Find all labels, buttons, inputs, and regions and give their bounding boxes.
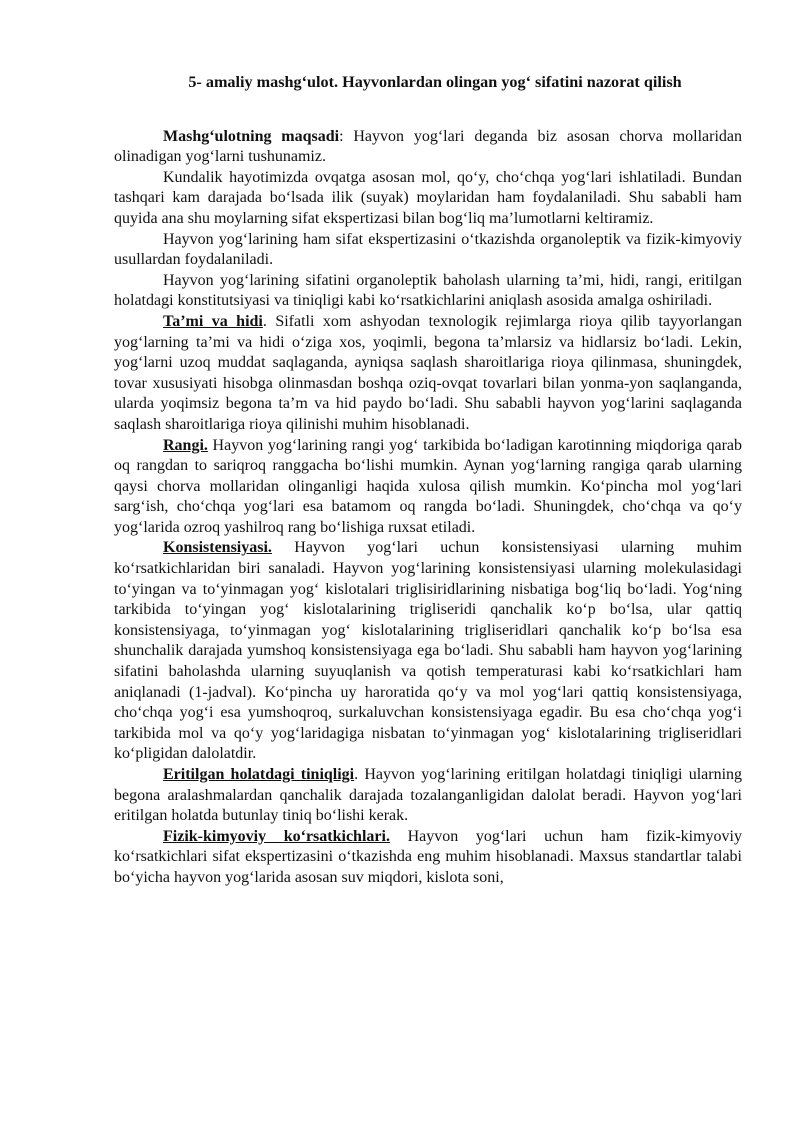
paragraph-text: Hayvon yog‘larining rangi yog‘ tarkibida bo‘ladigan karotinning miqdoriga qarab oq rangdan to sariqroq ranggacha bo‘lishi mumkin. Aynan yog‘larning rangiga qarab ularning qaysi chorva mollaridan olinganligi haqida xulosa qilish mumkin. Ko‘pincha mol yog‘lari sarg‘ish, cho‘chqa yog‘lari esa batamom oq rangda bo‘ladi. Shuningdek, cho‘chqa va qo‘y yog‘larida ozroq yashilroq rang bo‘lishiga ruxsat etiladi.: [114, 436, 742, 536]
paragraph-lead: Mashg‘ulotning maqsadi: [163, 127, 340, 145]
paragraph-text: . Hayvon yog‘larining eritilgan holatdagi tiniqligi ularning begona aralashmalardan qanchalik darajada tozalanganligidan dalolat beradi. Hayvon yog‘lari eritilgan holatda butunlay tiniq bo‘lishi kerak.: [114, 766, 743, 825]
paragraph-daily-use: [114, 168, 742, 230]
page-title: 5- amaliy mashg‘ulot. Hayvonlardan olingan yog‘ sifatini nazorat qilish: [188, 73, 682, 91]
paragraph-color: [114, 436, 742, 539]
paragraph-physchem: [114, 827, 742, 889]
paragraph-text: Hayvon yog‘larining ham sifat ekspertizasini o‘tkazishda organoleptik va fizik-kimyoviy usullardan foydalaniladi.: [114, 230, 742, 269]
paragraph-text: Hayvon yog‘larining sifatini organoleptik baholash ularning ta’mi, hidi, rangi, eritilgan holatdagi konstitutsiyasi va tiniqligi kabi ko‘rsatkichlarini aniqlash asosida amalga oshiriladi.: [114, 271, 742, 310]
paragraph-lead: Ta’mi va hidi: [163, 312, 263, 330]
paragraph-lead: Eritilgan holatdagi tiniqligi: [163, 766, 355, 783]
paragraph-taste-smell: [114, 312, 742, 436]
paragraph-text: : Hayvon yog‘lari deganda biz asosan chorva mollaridan olinadigan yog‘larni tushunamiz.: [114, 127, 742, 166]
document-page: [114, 72, 742, 889]
paragraph-text: . Sifatli xom ashyodan texnologik rejimlarga rioya qilib tayyorlangan yog‘larning ta’mi va hidi o‘ziga xos, yoqimli, begona ta’mlarsiz va hidlarsiz bo‘ladi. Lekin, yog‘larni uzoq muddat saqlaganda, ayniqsa saqlash sharoitlariga rioya qilinmasa, shuningdek, tovar xususiyati hisobga olinmasdan boshqa oziq-ovqat tovarlari bilan yonma-yon saqlanganda, ularda yoqimsiz begona ta’m va hid paydo bo‘ladi. Shu sababli hayvon yog‘larini saqlaganda saqlash sharoitlariga rioya qilinishi muhim hisoblanadi.: [114, 312, 742, 433]
paragraph-consistency: [114, 538, 742, 765]
paragraph-lead: Fizik-kimyoviy ko‘rsatkichlari.: [163, 827, 390, 845]
paragraph-methods: [114, 230, 742, 271]
paragraph-organoleptic: [114, 271, 742, 312]
paragraph-text: Hayvon yog‘lari uchun ham fizik-kimyoviy ko‘rsatkichlari sifat ekspertizasini o‘tkazishda eng muhim hisoblanadi. Maxsus standartlar talabi bo‘yicha hayvon yog‘larida asosan suv miqdori, kislota soni,: [114, 827, 743, 886]
paragraph-text: Kundalik hayotimizda ovqatga asosan mol, qo‘y, cho‘chqa yog‘lari ishlatiladi. Bundan tashqari kam darajada bo‘lsada ilik (suyak) moylaridan ham foydalaniladi. Shu sababli ham quyida ana shu moylarning sifat ekspertizasi bilan bog‘liq ma’lumotlarni keltiramiz.: [114, 168, 742, 227]
paragraph-text: Hayvon yog‘lari uchun konsistensiyasi ularning muhim ko‘rsatkichlaridan biri sanaladi. Hayvon yog‘larining konsistensiyasi ularning molekulasidagi to‘yingan va to‘yinmagan yog‘ kislotalari triglisiridlarining nisbatiga bog‘liq bo‘ladi. Yog‘ning tarkibida to‘yingan yog‘ kislotalarining trigliseridi qanchalik ko‘p bo‘lsa, ular qattiq konsistensiyaga, to‘yinmagan yog‘ kislotalarining trigliseridlari qanchalik ko‘p bo‘lsa esa shunchalik darajada yumshoq konsistensiyaga ega bo‘ladi. Shu sababli ham hayvon yog‘larining sifatini baholashda ularning suyuqlanish va qotish temperaturasi kabi ko‘rsatkichlari ham aniqlanadi (1-jadval). Ko‘pincha uy haroratida qo‘y va mol yog‘lari qattiq konsistensiyaga, cho‘chqa yog‘i esa yumshoqroq, surkaluvchan konsistensiyaga egadir. Bu esa cho‘chqa yog‘i tarkibida mol va qo‘y yog‘laridagiga nisbatan to‘yinmagan yog‘ kislotalarining trigliseridlari ko‘pligidan dalolatdir.: [114, 539, 742, 763]
paragraph-purpose: [114, 127, 742, 168]
paragraph-clarity: [114, 765, 742, 827]
paragraph-lead: Rangi.: [163, 436, 208, 454]
paragraph-lead: Konsistensiyasi.: [163, 539, 272, 557]
